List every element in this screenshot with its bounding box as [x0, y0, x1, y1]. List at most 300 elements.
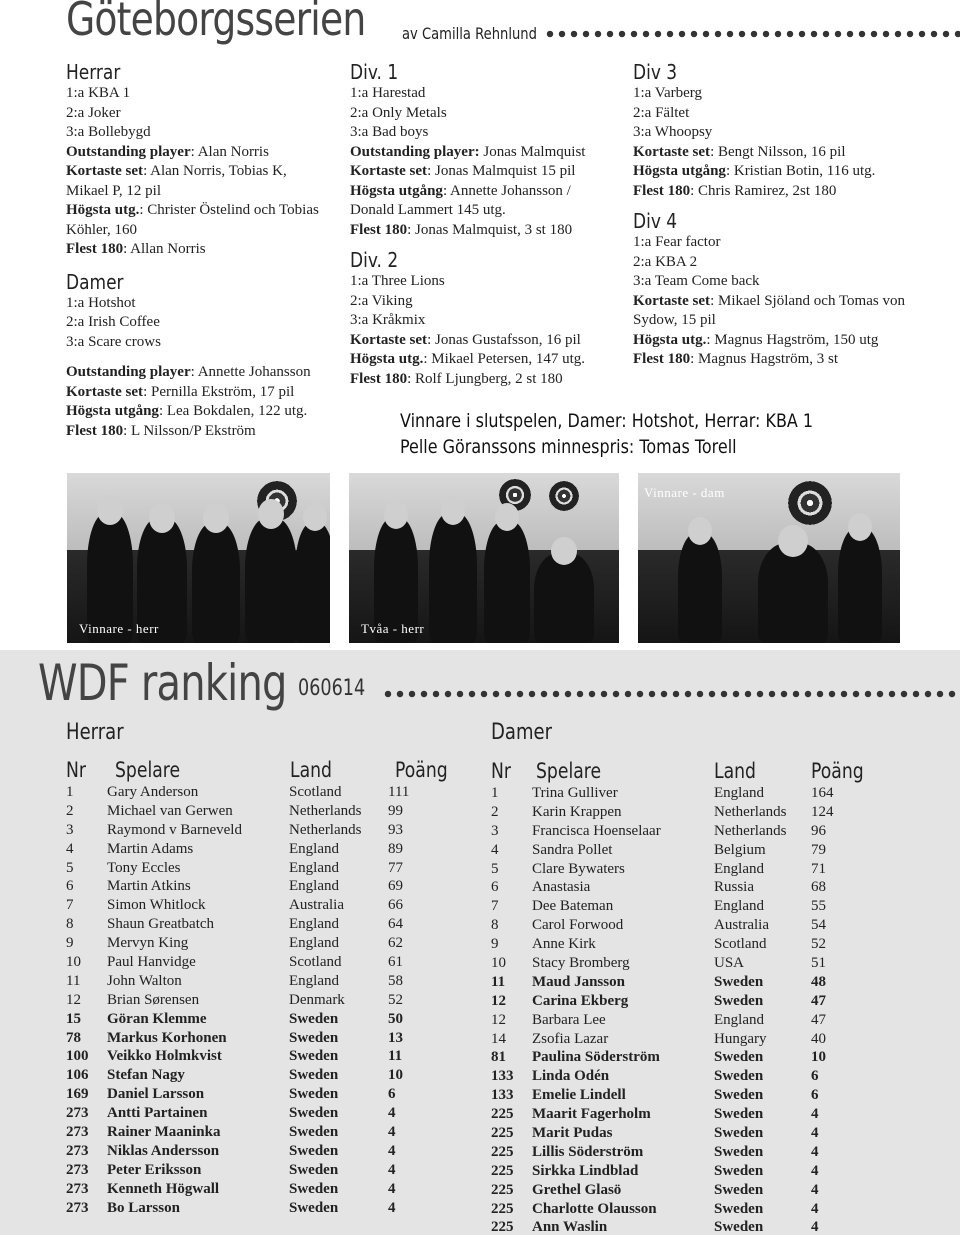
table-row [66, 1162, 426, 1181]
country: Sweden [289, 1124, 339, 1141]
points: 89 [388, 840, 403, 857]
player-name: Raymond v Barneveld [107, 821, 242, 838]
rank-number: 4 [491, 841, 499, 858]
ranking-heading-herrar: Herrar [66, 720, 124, 745]
herrar-col-nr: Nr [66, 758, 86, 782]
player-name: Carina Ekberg [532, 992, 629, 1009]
player-name: Charlotte Olausson [532, 1200, 657, 1217]
rank-number: 5 [491, 860, 499, 877]
player-name: Maud Jansson [532, 973, 625, 990]
damer-outstanding-player: Outstanding player: Annette Johansson [66, 364, 311, 380]
country: Sweden [714, 1143, 764, 1160]
table-row [66, 803, 426, 822]
country: Sweden [714, 1049, 764, 1066]
rank-number: 5 [66, 859, 74, 876]
country: Sweden [714, 1125, 764, 1142]
page-title: Göteborgsserien [66, 0, 366, 46]
section-heading-div3: Div 3 [633, 60, 678, 84]
table-row [491, 1144, 851, 1163]
div3-flest-180: Flest 180: Chris Ramirez, 2st 180 [633, 182, 837, 199]
player-name: Kenneth Högwall [107, 1180, 220, 1197]
points: 69 [388, 878, 403, 895]
table-row [66, 992, 426, 1011]
herrar-col-land: Land [290, 758, 332, 782]
rank-number: 273 [66, 1142, 89, 1159]
player-name: Trina Gulliver [532, 785, 618, 801]
damer-col-nr: Nr [491, 759, 511, 783]
player-name: Gary Anderson [107, 784, 199, 800]
rank-number: 3 [66, 821, 74, 838]
section-heading-div4: Div 4 [633, 209, 678, 233]
div4-flest-180: Flest 180: Magnus Hagström, 3 st [633, 351, 838, 367]
rank-number: 2 [491, 803, 499, 820]
country: Netherlands [714, 822, 787, 839]
player-name: Martin Adams [107, 840, 194, 857]
header-dot-rule [544, 30, 960, 38]
damer-place3: 3:a Scare crows [66, 333, 161, 350]
country: England [289, 840, 339, 857]
div4-place2: 2:a KBA 2 [633, 253, 698, 270]
table-row [491, 955, 851, 974]
rank-number: 12 [491, 1011, 506, 1028]
rank-number: 133 [491, 1068, 514, 1085]
country: Sweden [289, 1142, 339, 1159]
herrar-flest-180: Flest 180: Allan Norris [66, 241, 206, 257]
country: Sweden [289, 1161, 339, 1178]
table-row [491, 1201, 851, 1220]
table-row [491, 804, 851, 823]
player-name: Emelie Lindell [532, 1087, 626, 1104]
rank-number: 1 [491, 785, 499, 801]
country: Sweden [289, 1086, 339, 1103]
rank-number: 9 [491, 936, 499, 953]
country: England [714, 860, 764, 877]
herrar-kortaste-set: Kortaste set: Alan Norris, Tobias K, Mikael P, 12 pil [66, 163, 287, 199]
section-heading-herrar: Herrar [66, 60, 121, 84]
table-row [491, 1163, 851, 1182]
div3-place2: 2:a Fältet [633, 104, 690, 121]
table-row [491, 823, 851, 842]
points: 111 [388, 784, 410, 800]
div1-kortaste-set: Kortaste set: Jonas Malmquist 15 pil [350, 163, 576, 179]
country: Russia [714, 879, 755, 896]
rank-number: 10 [491, 955, 506, 972]
player-name: Maarit Fagerholm [532, 1106, 651, 1123]
rank-number: 4 [66, 840, 74, 857]
rank-number: 169 [66, 1086, 89, 1103]
div2-place3: 3:a Kråkmix [350, 312, 426, 328]
country: Sweden [714, 973, 764, 990]
herrar-place1: 1:a KBA 1 [66, 85, 131, 101]
player-name: Markus Korhonen [107, 1029, 227, 1046]
div1-outstanding-player: Outstanding player: Jonas Malmquist [350, 143, 586, 160]
points: 93 [388, 821, 403, 838]
points: 4 [811, 1200, 819, 1217]
table-row [66, 1143, 426, 1162]
points: 10 [388, 1067, 403, 1084]
damer-col-spelare: Spelare [536, 759, 602, 783]
table-row [491, 1125, 851, 1144]
player-name: Clare Bywaters [532, 860, 625, 877]
country: Sweden [714, 1106, 764, 1123]
country: Scotland [714, 936, 767, 953]
points: 64 [388, 916, 403, 933]
photo-vinnare-dam [638, 473, 900, 643]
points: 11 [388, 1048, 403, 1065]
country: Belgium [714, 841, 766, 858]
points: 99 [388, 802, 403, 819]
table-row [66, 822, 426, 841]
caption-tvaa-herr: Tvåa - herr [361, 621, 425, 636]
div2-hogsta-utg: Högsta utg.: Mikael Petersen, 147 utg. [350, 351, 585, 367]
points: 58 [388, 972, 403, 989]
table-row [66, 1067, 426, 1086]
rank-number: 14 [491, 1030, 506, 1047]
rank-number: 133 [491, 1087, 514, 1104]
div1-place3: 3:a Bad boys [350, 124, 429, 140]
rank-number: 7 [491, 898, 499, 915]
points: 6 [811, 1068, 819, 1085]
rank-number: 8 [491, 917, 499, 934]
player-name: John Walton [107, 972, 182, 989]
rank-number: 225 [491, 1125, 514, 1142]
player-name: Zsofia Lazar [532, 1030, 609, 1047]
photo-vinnare-herr [67, 473, 330, 643]
country: Sweden [289, 1180, 339, 1197]
player-name: Marit Pudas [532, 1125, 613, 1142]
div2-flest-180: Flest 180: Rolf Ljungberg, 2 st 180 [350, 370, 563, 387]
points: 50 [388, 1010, 403, 1027]
player-name: Grethel Glasö [532, 1181, 622, 1198]
country: England [289, 878, 339, 895]
photo-tvaa-herr [349, 473, 619, 643]
section-heading-div2: Div. 2 [350, 248, 399, 272]
rank-number: 8 [66, 916, 74, 933]
country: Australia [714, 917, 769, 934]
section-heading-div1: Div. 1 [350, 60, 399, 84]
damer-hogsta-utgang: Högsta utgång: Lea Bokdalen, 122 utg. [66, 403, 308, 419]
rank-number: 273 [66, 1161, 89, 1178]
points: 4 [811, 1162, 819, 1179]
wdf-ranking-date: 060614 [298, 676, 366, 701]
country: Sweden [289, 1010, 339, 1027]
damer-ranking-table [491, 785, 851, 1238]
rank-number: 12 [66, 991, 81, 1008]
country: Sweden [289, 1029, 339, 1046]
points: 4 [811, 1125, 819, 1142]
player-name: Anne Kirk [532, 936, 596, 953]
country: Scotland [289, 954, 342, 971]
country: Sweden [714, 1200, 764, 1217]
country: Netherlands [289, 821, 362, 838]
rank-number: 11 [491, 973, 506, 990]
points: 51 [811, 955, 826, 972]
player-name: Stacy Bromberg [532, 955, 630, 972]
country: England [714, 785, 764, 801]
rank-number: 225 [491, 1219, 514, 1236]
points: 4 [388, 1105, 396, 1122]
div1-flest-180: Flest 180: Jonas Malmquist, 3 st 180 [350, 221, 573, 238]
herrar-col-poang: Poäng [395, 758, 448, 782]
player-name: Mervyn King [107, 935, 189, 952]
points: 4 [388, 1199, 396, 1216]
herrar-ranking-table [66, 784, 426, 1218]
div1-hogsta-utgang: Högsta utgång: Annette Johansson / Donald Lammert 145 utg. [350, 182, 571, 218]
player-name: Antti Partainen [107, 1105, 208, 1122]
caption-vinnare-dam: Vinnare - dam [644, 485, 725, 500]
points: 71 [811, 860, 826, 877]
player-name: Anastasia [532, 879, 591, 896]
table-row [66, 935, 426, 954]
player-name: Peter Eriksson [107, 1161, 202, 1178]
winners-line-2: Pelle Göranssons minnespris: Tomas Torell [400, 436, 737, 458]
rank-number: 10 [66, 954, 81, 971]
herrar-col-spelare: Spelare [115, 758, 181, 782]
points: 96 [811, 822, 826, 839]
points: 4 [388, 1161, 396, 1178]
points: 6 [811, 1087, 819, 1104]
table-row [66, 1030, 426, 1049]
country: Sweden [714, 1068, 764, 1085]
wdf-dot-rule [382, 690, 960, 698]
div1-place2: 2:a Only Metals [350, 104, 447, 121]
player-name: Niklas Andersson [107, 1142, 220, 1159]
player-name: Tony Eccles [107, 859, 181, 876]
rank-number: 106 [66, 1067, 89, 1084]
herrar-hogsta-utg: Högsta utg.: Christer Östelind och Tobias Köhler, 160 [66, 202, 319, 238]
points: 55 [811, 898, 826, 915]
points: 54 [811, 917, 826, 934]
table-row [491, 974, 851, 993]
rank-number: 100 [66, 1048, 89, 1065]
table-row [491, 1087, 851, 1106]
div3-hogsta-utgang: Högsta utgång: Kristian Botin, 116 utg. [633, 163, 876, 179]
player-name: Shaun Greatbatch [107, 916, 215, 933]
table-row [491, 1031, 851, 1050]
table-row [66, 1086, 426, 1105]
rank-number: 273 [66, 1105, 89, 1122]
table-row [66, 1200, 426, 1219]
country: Netherlands [714, 803, 787, 820]
damer-place2: 2:a Irish Coffee [66, 314, 160, 330]
player-name: Ann Waslin [532, 1219, 608, 1236]
points: 66 [388, 897, 403, 914]
column-div1-div2 [350, 60, 612, 389]
country: England [289, 935, 339, 952]
points: 61 [388, 954, 403, 971]
byline: av Camilla Rehnlund [402, 24, 537, 43]
points: 79 [811, 841, 826, 858]
caption-vinnare-herr: Vinnare - herr [79, 621, 159, 636]
table-row [491, 785, 851, 804]
div1-place1: 1:a Harestad [350, 85, 426, 101]
rank-number: 6 [66, 878, 74, 895]
rank-number: 9 [66, 935, 74, 952]
damer-kortaste-set: Kortaste set: Pernilla Ekström, 17 pil [66, 383, 295, 400]
rank-number: 225 [491, 1162, 514, 1179]
country: USA [714, 955, 745, 972]
herrar-place3: 3:a Bollebygd [66, 124, 151, 140]
rank-number: 225 [491, 1106, 514, 1123]
country: Sweden [289, 1048, 339, 1065]
damer-col-poang: Poäng [811, 759, 864, 783]
div4-place3: 3:a Team Come back [633, 273, 760, 289]
table-row [491, 936, 851, 955]
player-name: Sirkka Lindblad [532, 1162, 639, 1179]
div3-place1: 1:a Varberg [633, 85, 703, 101]
table-row [491, 1068, 851, 1087]
rank-number: 273 [66, 1199, 89, 1216]
rank-number: 225 [491, 1200, 514, 1217]
column-div3-div4 [633, 60, 913, 370]
table-row [66, 897, 426, 916]
points: 164 [811, 785, 834, 801]
table-row [66, 1048, 426, 1067]
section-heading-damer: Damer [66, 269, 124, 294]
table-row [491, 1049, 851, 1068]
player-name: Linda Odén [532, 1068, 610, 1085]
table-row [66, 878, 426, 897]
country: Sweden [714, 1219, 764, 1236]
rank-number: 15 [66, 1010, 81, 1027]
table-row [491, 861, 851, 880]
rank-number: 1 [66, 784, 74, 800]
column-herrar-damer [66, 60, 331, 441]
player-name: Michael van Gerwen [107, 802, 233, 819]
rank-number: 12 [491, 992, 506, 1009]
rank-number: 81 [491, 1049, 506, 1066]
points: 47 [811, 992, 826, 1009]
rank-number: 2 [66, 802, 74, 819]
rank-number: 11 [66, 972, 81, 989]
points: 52 [388, 991, 403, 1008]
points: 124 [811, 803, 834, 820]
country: Denmark [289, 991, 345, 1008]
points: 4 [811, 1106, 819, 1123]
points: 4 [388, 1142, 396, 1159]
country: Sweden [714, 1181, 764, 1198]
points: 47 [811, 1011, 826, 1028]
table-row [491, 898, 851, 917]
points: 52 [811, 936, 826, 953]
table-row [66, 916, 426, 935]
table-row [491, 842, 851, 861]
div4-place1: 1:a Fear factor [633, 234, 721, 250]
points: 13 [388, 1029, 403, 1046]
table-row [491, 917, 851, 936]
player-name: Martin Atkins [107, 878, 191, 895]
wdf-ranking-title: WDF ranking [38, 654, 287, 712]
player-name: Karin Krappen [532, 803, 622, 820]
player-name: Paulina Söderström [532, 1049, 660, 1066]
rank-number: 273 [66, 1180, 89, 1197]
ranking-heading-damer: Damer [491, 720, 553, 745]
player-name: Daniel Larsson [107, 1086, 205, 1103]
points: 77 [388, 859, 403, 876]
player-name: Barbara Lee [532, 1011, 606, 1028]
points: 4 [811, 1181, 819, 1198]
player-name: Sandra Pollet [532, 841, 613, 858]
table-row [66, 1011, 426, 1030]
player-name: Brian Sørensen [107, 991, 200, 1008]
player-name: Göran Klemme [107, 1010, 207, 1027]
rank-number: 225 [491, 1143, 514, 1160]
player-name: Carol Forwood [532, 917, 624, 934]
points: 68 [811, 879, 826, 896]
table-row [491, 993, 851, 1012]
herrar-outstanding-player: Outstanding player: Alan Norris [66, 143, 269, 160]
country: England [289, 972, 339, 989]
points: 40 [811, 1030, 826, 1047]
country: England [289, 916, 339, 933]
table-row [66, 973, 426, 992]
rank-number: 225 [491, 1181, 514, 1198]
country: England [714, 1011, 764, 1028]
country: Netherlands [289, 802, 362, 819]
points: 4 [388, 1124, 396, 1141]
player-name: Dee Bateman [532, 898, 614, 915]
rank-number: 78 [66, 1029, 81, 1046]
country: Sweden [714, 1087, 764, 1104]
points: 4 [388, 1180, 396, 1197]
player-name: Paul Hanvidge [107, 954, 196, 971]
table-row [491, 879, 851, 898]
damer-col-land: Land [714, 759, 756, 783]
winners-announcement [400, 408, 855, 464]
player-name: Lillis Söderström [532, 1143, 644, 1160]
table-row [66, 1105, 426, 1124]
country: Sweden [714, 1162, 764, 1179]
player-name: Veikko Holmkvist [107, 1048, 222, 1065]
table-row [66, 841, 426, 860]
country: Sweden [289, 1105, 339, 1122]
country: Hungary [714, 1030, 767, 1047]
table-row [66, 954, 426, 973]
div4-kortaste-set: Kortaste set: Mikael Sjöland och Tomas von Sydow, 15 pil [633, 292, 905, 328]
points: 6 [388, 1086, 396, 1103]
rank-number: 6 [491, 879, 499, 896]
country: Scotland [289, 784, 342, 800]
table-row [66, 860, 426, 879]
damer-flest-180: Flest 180: L Nilsson/P Ekström [66, 422, 256, 439]
table-row [66, 784, 426, 803]
points: 4 [811, 1143, 819, 1160]
points: 10 [811, 1049, 826, 1066]
points: 4 [811, 1219, 819, 1236]
country: Sweden [289, 1199, 339, 1216]
damer-place1: 1:a Hotshot [66, 294, 136, 311]
rank-number: 7 [66, 897, 74, 914]
table-row [66, 1181, 426, 1200]
div2-kortaste-set: Kortaste set: Jonas Gustafsson, 16 pil [350, 331, 581, 348]
div2-place1: 1:a Three Lions [350, 273, 445, 289]
table-row [491, 1012, 851, 1031]
rank-number: 3 [491, 822, 499, 839]
div2-place2: 2:a Viking [350, 292, 413, 309]
player-name: Rainer Maaninka [107, 1124, 221, 1141]
div4-hogsta-utg: Högsta utg.: Magnus Hagström, 150 utg [633, 331, 879, 348]
table-row [491, 1219, 851, 1238]
country: Australia [289, 897, 344, 914]
player-name: Simon Whitlock [107, 897, 206, 914]
herrar-place2: 2:a Joker [66, 104, 121, 121]
country: England [714, 898, 764, 915]
rank-number: 273 [66, 1124, 89, 1141]
table-row [66, 1124, 426, 1143]
player-name: Stefan Nagy [107, 1067, 185, 1084]
points: 48 [811, 973, 826, 990]
table-row [491, 1106, 851, 1125]
